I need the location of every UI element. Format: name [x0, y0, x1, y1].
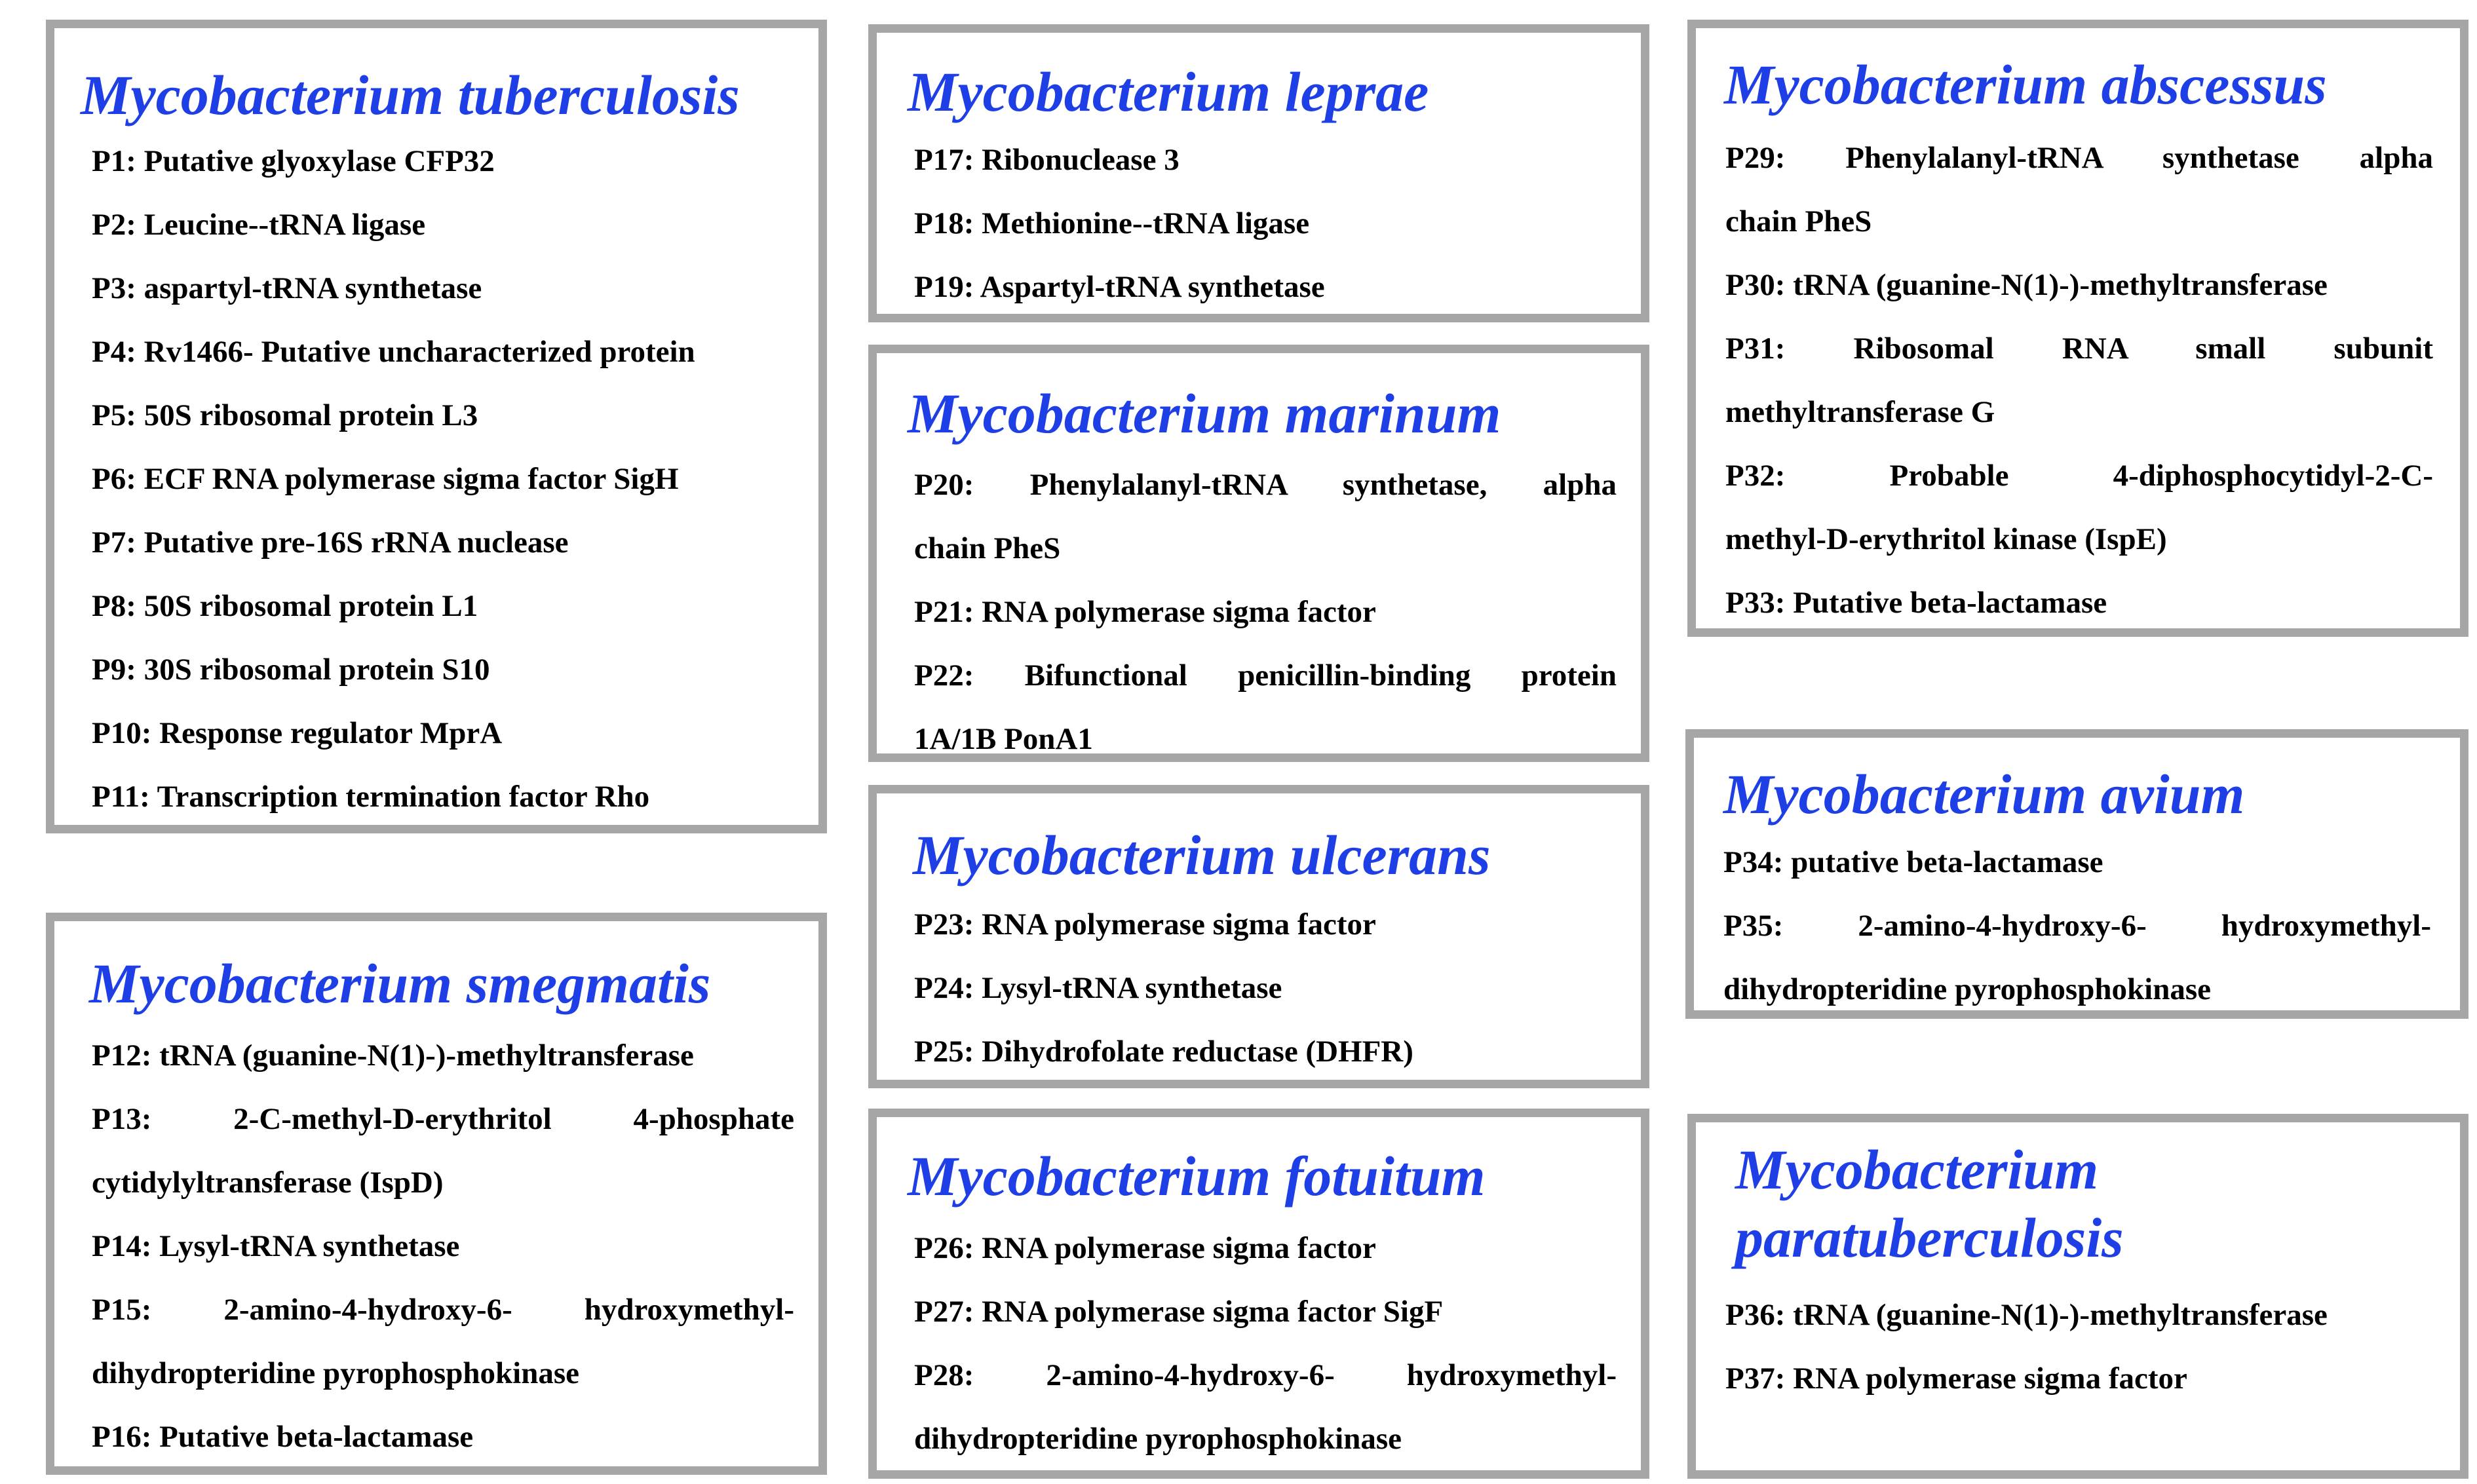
- list-item: P14: Lysyl-tRNA synthetase: [92, 1229, 460, 1263]
- list-item: P12: tRNA (guanine-N(1)-)-methyltransferase: [92, 1038, 694, 1073]
- list-item: P19: Aspartyl-tRNA synthetase: [914, 270, 1325, 304]
- entry-list: [914, 128, 1617, 319]
- entry-list: [914, 453, 1617, 771]
- list-item: P26: RNA polymerase sigma factor: [914, 1231, 1376, 1265]
- panel-abscessus: [1687, 20, 2468, 637]
- list-item: P2: Leucine--tRNA ligase: [92, 208, 426, 242]
- list-item: dihydropteridine pyrophosphokinase: [1723, 972, 2211, 1006]
- list-item: P34: putative beta-lactamase: [1723, 845, 2103, 879]
- list-item: P4: Rv1466- Putative uncharacterized protein: [92, 335, 695, 369]
- panel-avium: [1685, 729, 2468, 1019]
- list-item: P20: Phenylalanyl-tRNA synthetase, alpha: [914, 468, 1617, 502]
- list-item: P3: aspartyl-tRNA synthetase: [92, 271, 482, 305]
- panel-title: Mycobacterium paratuberculosis: [1735, 1138, 2124, 1269]
- list-item: P10: Response regulator MprA: [92, 716, 503, 750]
- list-item: P31: Ribosomal RNA small subunit: [1725, 332, 2433, 366]
- panel-fotuitum: [868, 1109, 1649, 1479]
- list-item: P16: Putative beta-lactamase: [92, 1420, 474, 1454]
- list-item: methyl-D-erythritol kinase (IspE): [1725, 522, 2167, 556]
- list-item: P5: 50S ribosomal protein L3: [92, 398, 478, 432]
- panel-title: Mycobacterium avium: [1723, 763, 2245, 826]
- panel-marinum: [868, 345, 1649, 762]
- list-item: P25: Dihydrofolate reductase (DHFR): [914, 1035, 1413, 1069]
- entry-list: [1725, 126, 2433, 635]
- panel-smegmatis: [46, 913, 827, 1475]
- list-item: 1A/1B PonA1: [914, 722, 1093, 756]
- panel-title: Mycobacterium marinum: [908, 382, 1501, 445]
- entry-list: [92, 1024, 794, 1469]
- list-item: P22: Bifunctional penicillin-binding protein: [914, 658, 1617, 693]
- panel-title: Mycobacterium fotuitum: [908, 1145, 1486, 1208]
- list-item: P29: Phenylalanyl-tRNA synthetase alpha: [1725, 141, 2433, 175]
- list-item: P32: Probable 4-diphosphocytidyl-2-C-: [1725, 459, 2433, 493]
- entry-list: [914, 1217, 1617, 1471]
- panel-ulcerans: [868, 785, 1649, 1088]
- list-item: P15: 2-amino-4-hydroxy-6- hydroxymethyl-: [92, 1293, 794, 1327]
- list-item: P17: Ribonuclease 3: [914, 143, 1180, 177]
- list-item: P24: Lysyl-tRNA synthetase: [914, 971, 1282, 1005]
- list-item: P37: RNA polymerase sigma factor: [1725, 1361, 2187, 1396]
- panel-title: Mycobacterium tuberculosis: [81, 64, 740, 126]
- list-item: P30: tRNA (guanine-N(1)-)-methyltransferase: [1725, 268, 2328, 302]
- list-item: P27: RNA polymerase sigma factor SigF: [914, 1295, 1444, 1329]
- entry-list: [1723, 831, 2431, 1021]
- list-item: P18: Methionine--tRNA ligase: [914, 206, 1310, 240]
- entry-list: [92, 130, 813, 829]
- list-item: P7: Putative pre-16S rRNA nuclease: [92, 525, 569, 560]
- list-item: P28: 2-amino-4-hydroxy-6- hydroxymethyl-: [914, 1358, 1617, 1392]
- list-item: P35: 2-amino-4-hydroxy-6- hydroxymethyl-: [1723, 909, 2431, 943]
- list-item: P21: RNA polymerase sigma factor: [914, 595, 1376, 629]
- list-item: P11: Transcription termination factor Rho: [92, 780, 650, 814]
- list-item: methyltransferase G: [1725, 395, 1995, 429]
- list-item: chain PheS: [914, 531, 1061, 565]
- list-item: P9: 30S ribosomal protein S10: [92, 653, 490, 687]
- panel-paratuberculosis: [1687, 1114, 2468, 1479]
- list-item: dihydropteridine pyrophosphokinase: [92, 1356, 579, 1390]
- entry-list: [914, 893, 1617, 1084]
- list-item: chain PheS: [1725, 204, 1872, 238]
- list-item: P36: tRNA (guanine-N(1)-)-methyltransferase: [1725, 1298, 2328, 1332]
- list-item: P8: 50S ribosomal protein L1: [92, 589, 478, 623]
- panel-title: Mycobacterium ulcerans: [913, 824, 1491, 886]
- list-item: dihydropteridine pyrophosphokinase: [914, 1422, 1402, 1456]
- list-item: P1: Putative glyoxylase CFP32: [92, 144, 495, 178]
- list-item: cytidylyltransferase (IspD): [92, 1166, 444, 1200]
- panel-leprae: [868, 24, 1649, 322]
- list-item: P33: Putative beta-lactamase: [1725, 586, 2107, 620]
- panel-tuberculosis: [46, 20, 827, 833]
- entry-list: [1725, 1284, 2433, 1411]
- panel-title: Mycobacterium abscessus: [1724, 53, 2327, 116]
- list-item: P6: ECF RNA polymerase sigma factor SigH: [92, 462, 679, 496]
- panel-title: Mycobacterium smegmatis: [89, 952, 711, 1015]
- list-item: P23: RNA polymerase sigma factor: [914, 907, 1376, 942]
- panel-title: Mycobacterium leprae: [908, 60, 1429, 123]
- list-item: P13: 2-C-methyl-D-erythritol 4-phosphate: [92, 1102, 794, 1136]
